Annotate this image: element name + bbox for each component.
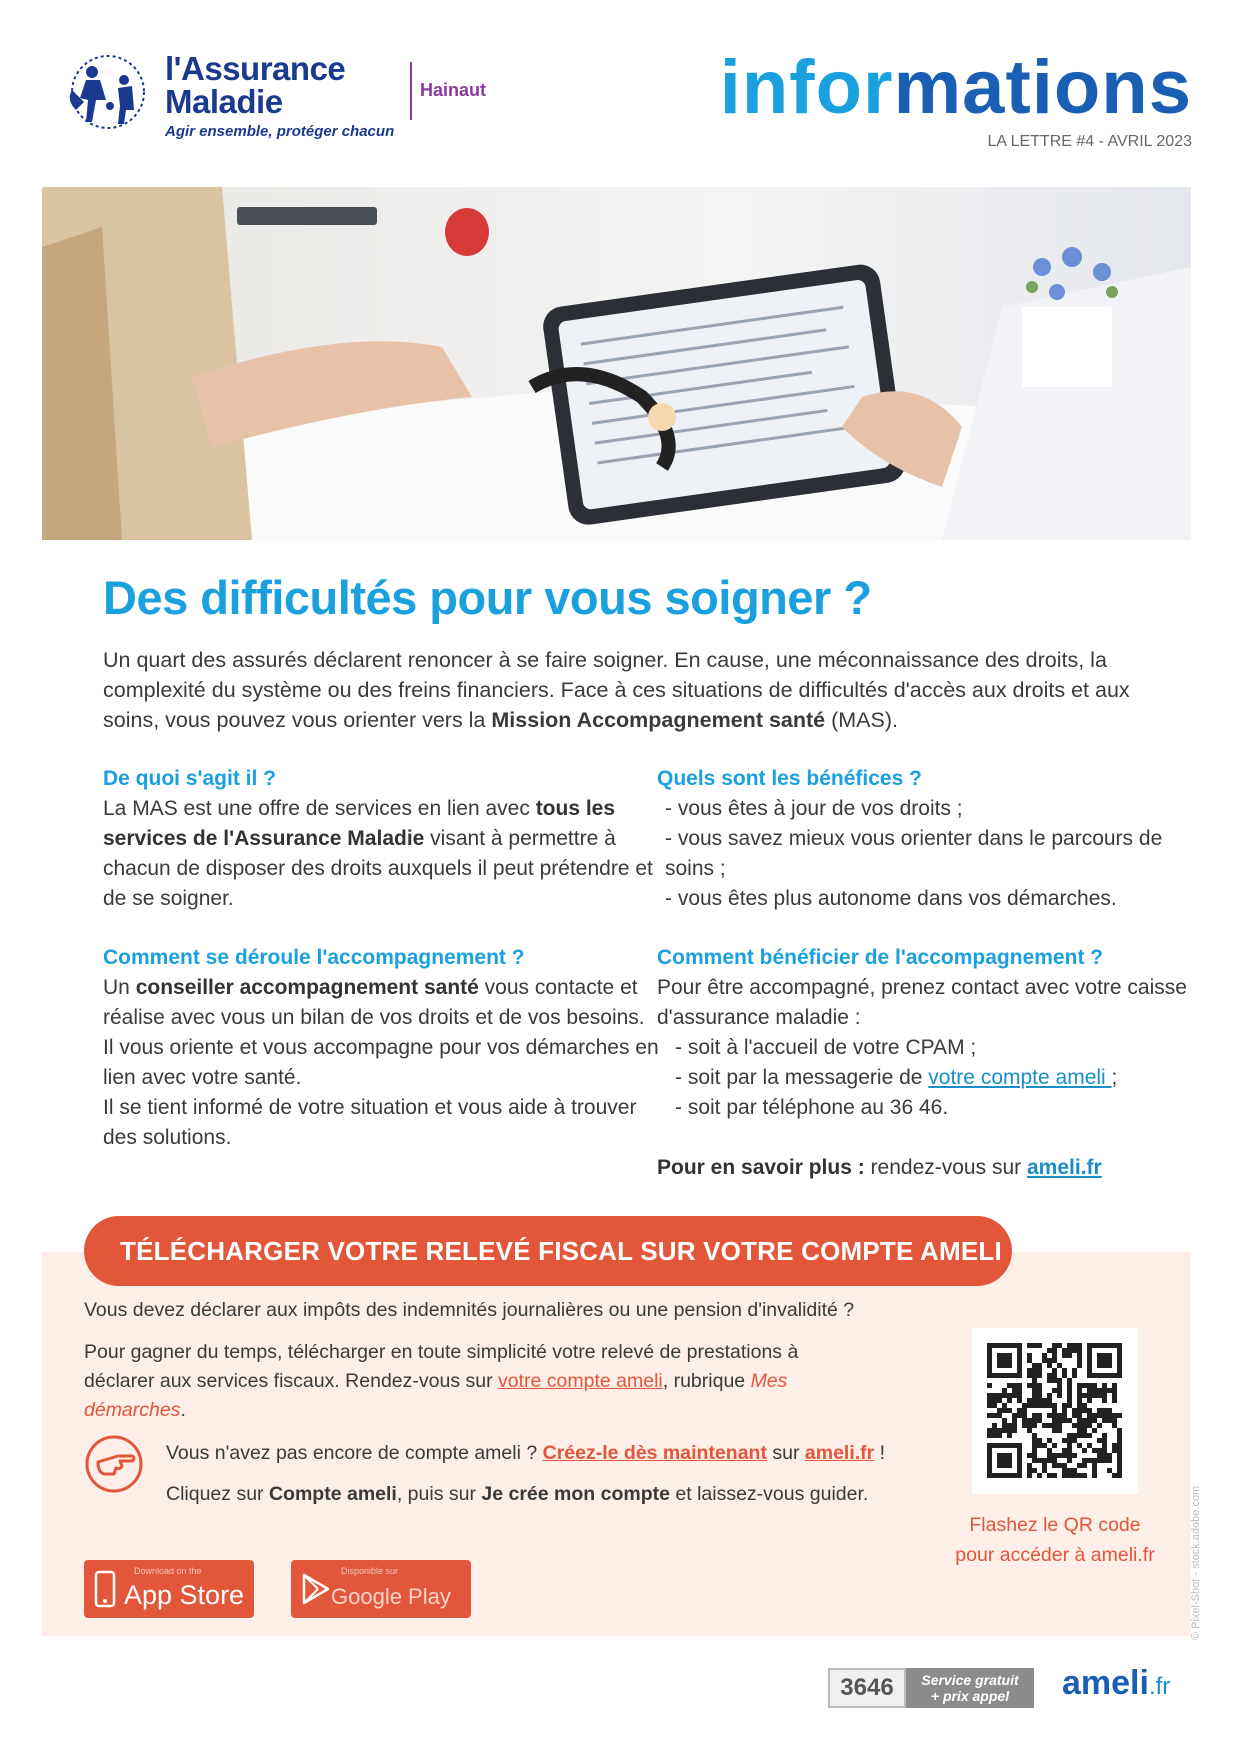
masthead-part2: mations <box>893 45 1192 130</box>
fiscal-bold-1: Compte ameli <box>268 1483 397 1505</box>
headline: Des difficultés pour vous soigner ? <box>103 571 872 624</box>
brand-name <box>165 52 345 118</box>
fiscal-bold-2: Je crée mon compte <box>481 1483 670 1505</box>
list-item: - vous savez mieux vous orienter dans le parcours de soins ; <box>665 827 1163 880</box>
list-item: - vous êtes à jour de vos droits ; <box>665 797 963 820</box>
section-title: Quels sont les bénéfices ? <box>657 767 922 790</box>
section-title: Comment se déroule l'accompagnement ? <box>103 946 525 969</box>
list-item <box>657 1063 1197 1093</box>
pointing-hand-icon <box>84 1434 144 1494</box>
section-body-3: Il se tient informé de votre situation et vous aide à trouver des solutions. <box>103 1096 637 1149</box>
fiscal-text-mid: , rubrique <box>662 1370 751 1392</box>
fiscal-paragraph-2 <box>84 1338 874 1425</box>
section-what-is-it <box>103 764 663 914</box>
intro-text-end: (MAS). <box>825 708 898 732</box>
ameli-fr-link[interactable]: ameli.fr <box>1026 1156 1102 1179</box>
store-small-label: Disponible sur <box>341 1566 399 1576</box>
store-small-label: Download on the <box>134 1566 202 1576</box>
fiscal-banner: TÉLÉCHARGER VOTRE RELEVÉ FISCAL SUR VOTRE COMPTE AMELI <box>84 1216 1012 1286</box>
hero-photo <box>42 187 1191 540</box>
fiscal-menu-name: Mes démarches <box>84 1370 788 1421</box>
learn-more-text: rendez-vous sur <box>864 1156 1027 1179</box>
list-item: - soit à l'accueil de votre CPAM ; <box>675 1036 977 1059</box>
learn-more-bold: Pour en savoir plus : <box>657 1156 865 1179</box>
list-item-end: ; <box>1111 1066 1118 1089</box>
section-how-to-benefit <box>657 943 1197 1183</box>
intro-bold: Mission Accompagnement santé <box>491 708 826 732</box>
qr-caption <box>930 1510 1180 1570</box>
section-body <box>103 973 663 1033</box>
ameli-logo-tld: .fr <box>1148 1673 1171 1700</box>
qr-code[interactable] <box>972 1328 1138 1494</box>
masthead-title <box>719 45 1192 130</box>
phone-icon <box>94 1570 116 1608</box>
ameli-logo-main: ameli <box>1062 1664 1149 1702</box>
ameli-account-link[interactable]: votre compte ameli <box>928 1066 1112 1089</box>
store-big-label: App Store <box>124 1580 245 1610</box>
fiscal-text: Vous n'avez pas encore de compte ameli ? <box>166 1442 543 1464</box>
phone-service-tag <box>906 1668 1034 1708</box>
section-body <box>103 794 663 914</box>
body-bold: conseiller accompagnement santé <box>135 976 479 999</box>
fiscal-text-end: ! <box>874 1442 886 1464</box>
body-text-end: vous contacte et réalise avec vous un bilan de vos droits et de vos besoins. <box>103 976 645 1029</box>
google-play-button[interactable] <box>291 1560 471 1618</box>
fiscal-text: Pour gagner du temps, télécharger en toute simplicité votre relevé de prestations à déclarer aux services fiscaux. Rendez-vous sur <box>84 1341 799 1392</box>
ameli-account-link[interactable]: votre compte ameli <box>498 1370 663 1392</box>
body-text: Un <box>103 976 136 999</box>
ameli-fr-link[interactable]: ameli.fr <box>804 1442 875 1464</box>
fiscal-text-mid: , puis sur <box>396 1483 482 1505</box>
section-title: De quoi s'agit il ? <box>103 767 277 790</box>
fiscal-text-end: et laissez-vous guider. <box>669 1483 869 1505</box>
section-body: Pour être accompagné, prenez contact avec votre caisse d'assurance maladie : <box>657 976 1187 1029</box>
play-icon <box>301 1572 331 1606</box>
list-item-text: - soit par la messagerie de <box>675 1066 929 1089</box>
photo-credit: © Pixel-Shot - stock.adobe.com <box>1190 1485 1202 1640</box>
fiscal-paragraph-1: Vous devez déclarer aux impôts des indemnités journalières ou une pension d'invalidité ? <box>84 1299 855 1321</box>
brand-tagline: Agir ensemble, protéger chacun <box>165 123 395 140</box>
section-how-it-works <box>103 943 663 1153</box>
fiscal-paragraph-3 <box>166 1439 946 1468</box>
ameli-footer-logo[interactable] <box>1062 1664 1170 1703</box>
body-text: La MAS est une offre de services en lien avec <box>103 797 536 820</box>
learn-more <box>657 1153 1197 1183</box>
body-text-end: visant à permettre à chacun de disposer des droits auxquels il peut prétendre et de se soigner. <box>103 827 653 910</box>
list-item: - vous êtes plus autonome dans vos démarches. <box>665 887 1117 910</box>
brand-line1: l'Assurance <box>165 50 346 87</box>
brand-line2: Maladie <box>165 83 283 120</box>
intro-paragraph <box>103 645 1183 735</box>
list-item: - soit par téléphone au 36 46. <box>675 1096 949 1119</box>
fiscal-text-end: . <box>180 1399 186 1421</box>
body-bold: tous les services de l'Assurance Maladie <box>103 797 616 850</box>
section-benefits <box>657 764 1197 914</box>
section-body-2: Il vous oriente et vous accompagne pour vos démarches en lien avec votre santé. <box>103 1036 659 1089</box>
phone-number[interactable]: 3646 <box>828 1668 906 1708</box>
phone-tag-line1: Service gratuit <box>921 1672 1019 1688</box>
qr-caption-line1: Flashez le QR code <box>969 1514 1141 1536</box>
fiscal-text: Cliquez sur <box>166 1483 269 1505</box>
phone-tag-line2: + prix appel <box>930 1688 1010 1704</box>
region-label: Hainaut <box>420 80 487 100</box>
app-store-button[interactable] <box>84 1560 254 1618</box>
issue-label: LA LETTRE #4 - AVRIL 2023 <box>987 133 1192 150</box>
fiscal-text-mid: sur <box>766 1442 805 1464</box>
section-title: Comment bénéficier de l'accompagnement ? <box>657 946 1104 969</box>
brand-separator <box>410 62 412 120</box>
assurance-maladie-logo-icon <box>62 50 154 132</box>
masthead-part1: infor <box>719 45 894 130</box>
qr-caption-line2: pour accéder à ameli.fr <box>955 1544 1155 1566</box>
intro-text: Un quart des assurés déclarent renoncer à se faire soigner. En cause, une méconnaissance des droits, la complexité du système ou des freins financiers. Face à ces situations de difficultés d'accès aux droits et aux soins, vous pouvez vous orienter vers la <box>103 648 1130 732</box>
fiscal-paragraph-4 <box>166 1480 946 1509</box>
create-account-link[interactable]: Créez-le dès maintenant <box>542 1442 767 1464</box>
store-big-label: Google Play <box>331 1584 451 1609</box>
